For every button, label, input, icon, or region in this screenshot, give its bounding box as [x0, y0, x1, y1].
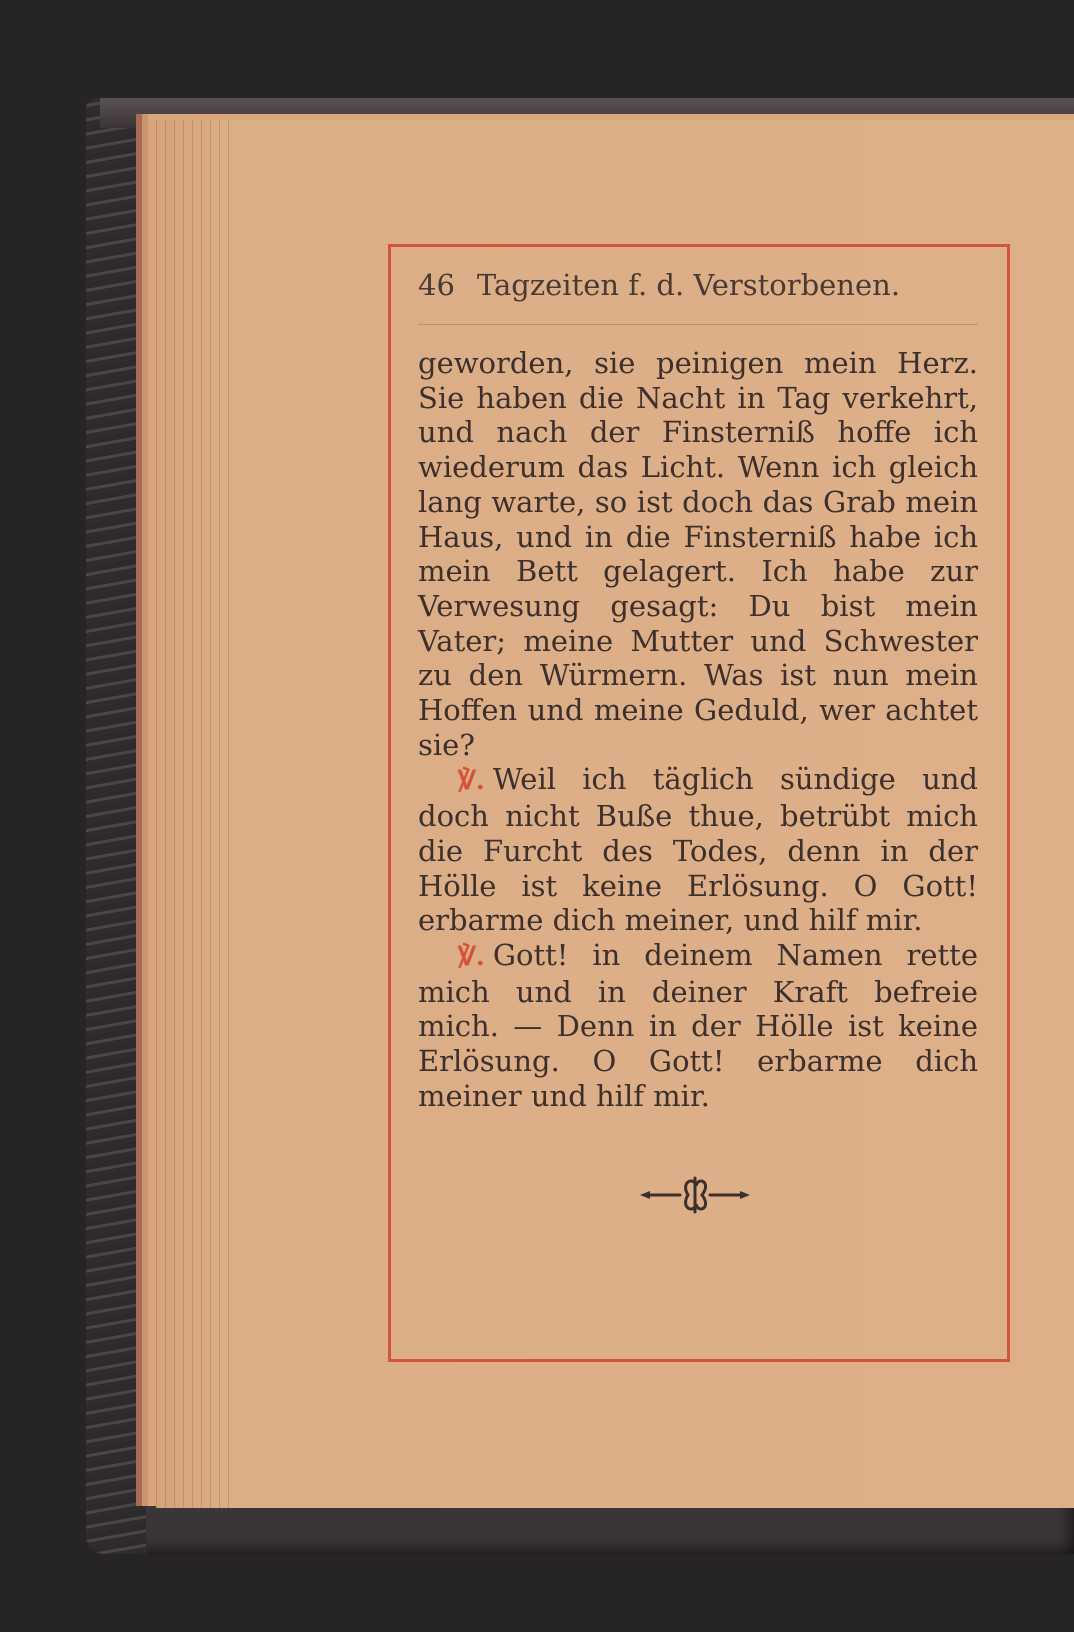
versicle-2-text: Gott! in deinem Namen rette mich und in deiner Kraft befreie mich. — Denn in der Hölle ist keine Erlösung. O Gott! erbarme dich meiner und hilf mir. [418, 937, 978, 1113]
page-number: 46 [418, 268, 455, 302]
versicle-2 [418, 938, 978, 1114]
versicle-mark: ℣. [458, 941, 485, 972]
page-text [418, 346, 978, 1113]
fleuron-icon [640, 1170, 750, 1220]
page-gutter-lines [156, 120, 230, 1508]
versicle-mark: ℣. [458, 766, 485, 797]
header-rule [418, 324, 978, 325]
running-header [418, 268, 990, 312]
running-title: Tagzeiten f. d. Verstorbenen. [476, 268, 901, 302]
paragraph-1: geworden, sie peinigen mein Herz. Sie haben die Nacht in Tag verkehrt, und nach der Finsterniß hoffe ich wiederum das Licht. Wenn ich gleich lang warte, so ist doch das Grab mein Haus, und in die Finsterniß habe ich mein Bett gelagert. Ich habe zur Verwesung gesagt: Du bist mein Vater; meine Mutter und Schwester zu den Würmern. Was ist nun mein Hoffen und meine Geduld, wer achtet sie? [418, 346, 978, 762]
versicle-1-text: Weil ich täglich sündige und doch nicht Buße thue, betrübt mich die Furcht des Todes, denn in der Hölle ist keine Erlösung. O Gott! erbarme dich meiner, und hilf mir. [418, 762, 978, 938]
versicle-1 [418, 762, 978, 938]
